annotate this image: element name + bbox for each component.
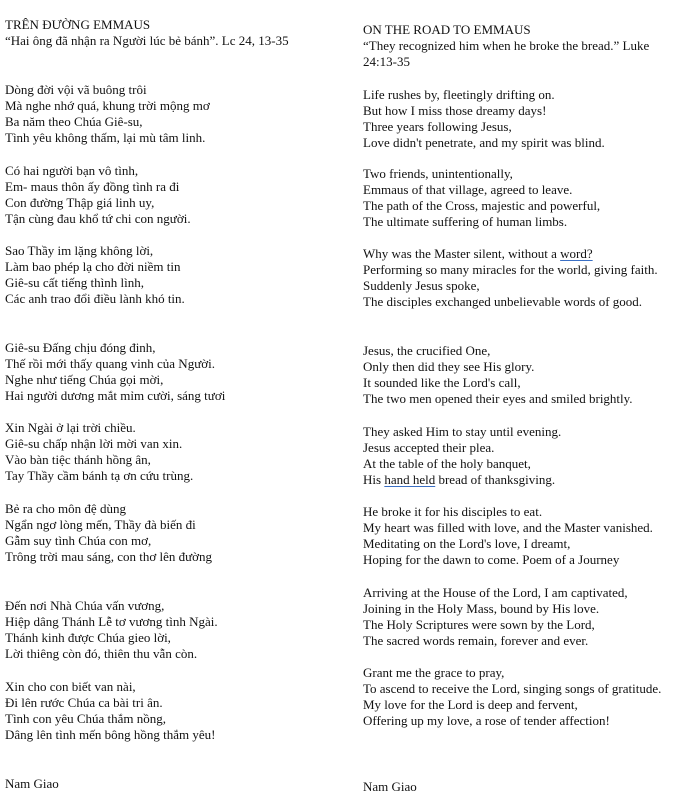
verse-line: Có hai người bạn vô tình,	[5, 163, 139, 178]
verse-line: At the table of the holy banquet,	[363, 456, 531, 471]
verse-line: Vào bàn tiệc thánh hồng ân,	[5, 452, 151, 467]
verse-line: Xin cho con biết van nài,	[5, 679, 136, 694]
verse-line: Performing so many miracles for the world, giving faith.	[363, 262, 658, 277]
verse-line: Love didn't penetrate, and my spirit was blind.	[363, 135, 605, 150]
stanza	[363, 504, 675, 568]
verse-line: Tận cùng đau khổ tứ chi con người.	[5, 211, 191, 226]
stanza	[363, 87, 675, 151]
verse-line: Nghe như tiếng Chúa gọi mời,	[5, 372, 164, 387]
verse-line: Trông trời mau sáng, con thơ lên đường	[5, 549, 213, 564]
verse-line: Jesus accepted their plea.	[363, 440, 495, 455]
verse-line: Em- maus thôn ấy đồng tình ra đi	[5, 179, 180, 194]
stanza	[5, 243, 350, 307]
verse-line: It sounded like the Lord's call,	[363, 375, 521, 390]
author-name: Nam Giao	[5, 776, 59, 791]
verse-line: The path of the Cross, majestic and powerful,	[363, 198, 601, 213]
verse-line: Xin Ngài ở lại trời chiều.	[5, 420, 136, 435]
stanza	[363, 665, 675, 729]
verse-line-with-underlined-phrase: Why was the Master silent, without a word?	[363, 246, 593, 261]
verse-line: Life rushes by, fleetingly drifting on.	[363, 87, 555, 102]
verse-line: The Holy Scriptures were sown by the Lord,	[363, 617, 595, 632]
verse-line: Emmaus of that village, agreed to leave.	[363, 182, 573, 197]
verse-line: The ultimate suffering of human limbs.	[363, 214, 568, 229]
stanza	[5, 420, 350, 484]
stanza	[363, 585, 675, 649]
verse-line: Meditating on the Lord's love, I dreamt,	[363, 536, 571, 551]
verse-line: Giê-su cất tiếng thình lình,	[5, 275, 145, 290]
verse-line-with-underlined-phrase: His hand held bread of thanksgiving.	[363, 472, 556, 487]
author-block	[363, 779, 675, 795]
poem-title: TRÊN ĐƯỜNG EMMAUS	[5, 17, 151, 32]
author-block	[5, 776, 350, 792]
verse-line: Ba năm theo Chúa Giê-su,	[5, 114, 143, 129]
verse-line: My heart was filled with love, and the Master vanished.	[363, 520, 653, 535]
verse-line: The two men opened their eyes and smiled brightly.	[363, 391, 633, 406]
verse-line: The sacred words remain, forever and ever.	[363, 633, 589, 648]
verse-line: Hoping for the dawn to come. Poem of a Journey	[363, 552, 620, 567]
verse-line: Sao Thầy im lặng không lời,	[5, 243, 154, 258]
verse-line: Only then did they see His glory.	[363, 359, 535, 374]
stanza	[5, 340, 350, 404]
verse-line: Joining in the Holy Mass, bound by His love.	[363, 601, 600, 616]
verse-line: Tình con yêu Chúa thắm nồng,	[5, 711, 167, 726]
verse-line: Làm bao phép lạ cho đời niềm tin	[5, 259, 181, 274]
stanza	[5, 82, 350, 146]
verse-line: Giê-su chấp nhận lời mời van xin.	[5, 436, 183, 451]
verse-line: Jesus, the crucified One,	[363, 343, 491, 358]
verse-line: Tay Thầy cầm bánh tạ ơn cứu trùng.	[5, 468, 194, 483]
stanza	[363, 166, 675, 230]
verse-line: Tình yêu không thấm, lại mù tâm linh.	[5, 130, 206, 145]
verse-line: Offering up my love, a rose of tender affection!	[363, 713, 610, 728]
verse-line: To ascend to receive the Lord, singing songs of gratitude.	[363, 681, 662, 696]
author-name: Nam Giao	[363, 779, 417, 794]
verse-line: Đến nơi Nhà Chúa vấn vương,	[5, 598, 165, 613]
verse-line: Dâng lên tình mến bông hồng thắm yêu!	[5, 727, 216, 742]
verse-line: Đi lên rước Chúa ca bài tri ân.	[5, 695, 163, 710]
verse-line: Mà nghe nhớ quá, khung trời mộng mơ	[5, 98, 210, 113]
verse-line: But how I miss those dreamy days!	[363, 103, 547, 118]
verse-line: Thánh kinh được Chúa gieo lời,	[5, 630, 171, 645]
stanza	[363, 424, 675, 488]
poem-title: ON THE ROAD TO EMMAUS	[363, 22, 531, 37]
stanza	[363, 343, 675, 407]
verse-line: He broke it for his disciples to eat.	[363, 504, 543, 519]
verse-line: Gẫm suy tình Chúa con mơ,	[5, 533, 152, 548]
underlined-phrase: hand held	[384, 472, 436, 487]
underlined-phrase: word?	[560, 246, 593, 261]
verse-line: Hai người dương mắt mỉm cười, sáng tươi	[5, 388, 226, 403]
verse-line: Thế rồi mới thấy quang vinh của Người.	[5, 356, 215, 371]
stanza	[363, 246, 675, 310]
verse-line: They asked Him to stay until evening.	[363, 424, 562, 439]
poem-subtitle: “Hai ông đã nhận ra Người lúc bẻ bánh”. Lc 24, 13-35	[5, 33, 289, 48]
verse-line: Grant me the grace to pray,	[363, 665, 505, 680]
stanza	[5, 163, 350, 227]
verse-line: Bẻ ra cho môn đệ dùng	[5, 501, 126, 516]
verse-line: Lời thiêng còn đó, thiên thu vẫn còn.	[5, 646, 198, 661]
verse-line: Các anh trao đổi điều lành khó tin.	[5, 291, 185, 306]
verse-line: Con đường Thập giá linh uy,	[5, 195, 155, 210]
verse-line: Giê-su Đấng chịu đóng đinh,	[5, 340, 156, 355]
verse-line: Two friends, unintentionally,	[363, 166, 513, 181]
poem-subtitle: “They recognized him when he broke the bread.” Luke 24:13-35	[363, 38, 653, 69]
stanza	[5, 501, 350, 565]
verse-line: Suddenly Jesus spoke,	[363, 278, 480, 293]
verse-line: Arriving at the House of the Lord, I am captivated,	[363, 585, 628, 600]
verse-line: My love for the Lord is deep and fervent,	[363, 697, 578, 712]
stanza	[5, 679, 350, 743]
stanza	[5, 598, 350, 662]
verse-line: Dòng đời vội vã buông trôi	[5, 82, 147, 97]
verse-line: Ngẩn ngơ lòng mến, Thầy đà biến đi	[5, 517, 196, 532]
verse-line: Hiệp dâng Thánh Lễ tơ vương tình Ngài.	[5, 614, 218, 629]
vietnamese-title-block	[5, 17, 350, 49]
verse-line: The disciples exchanged unbelievable words of good.	[363, 294, 643, 309]
english-title-block	[363, 22, 675, 70]
verse-line: Three years following Jesus,	[363, 119, 512, 134]
